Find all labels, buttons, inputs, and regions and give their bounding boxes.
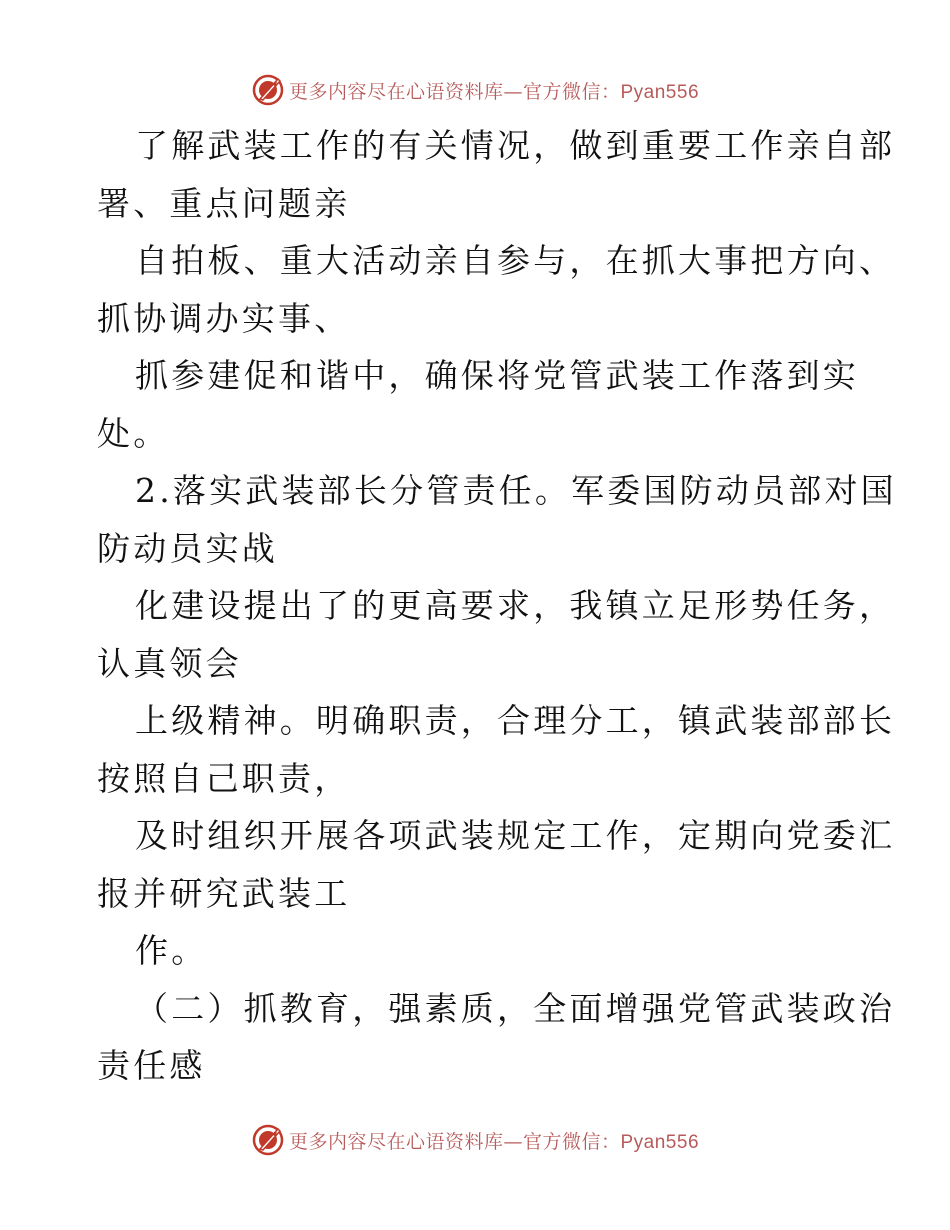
text-line: 抓协调办实事、 [97, 298, 351, 338]
text-line: 处。 [97, 413, 170, 453]
text-line: 化建设提出了的更高要求，我镇立足形势任务， [135, 586, 896, 625]
banner-text: 更多内容尽在心语资料库—官方微信：Pyan556 [288, 1130, 700, 1153]
text-line: （二）抓教育，强素质，全面增强党管武装政治 [135, 988, 896, 1028]
text-line: 抓参建促和谐中，确保将党管武装工作落到实 [135, 356, 859, 395]
text-line: 责任感 [97, 1046, 206, 1085]
text-line: 署、重点问题亲 [97, 183, 351, 223]
text-line: 2.落实武装部长分管责任。军委国防动员部对国 [135, 471, 897, 510]
text-line: 了解武装工作的有关情况，做到重要工作亲自部 [135, 126, 896, 165]
document-body [97, 117, 897, 1095]
quill-pen-logo-icon [251, 1123, 285, 1157]
text-line: 自拍板、重大活动亲自参与，在抓大事把方向、 [135, 241, 896, 280]
banner-account: Pyan556 [620, 81, 700, 103]
text-line: 作。 [135, 931, 208, 970]
banner-account: Pyan556 [620, 1131, 700, 1153]
text-line: 上级精神。明确职责，合理分工，镇武装部部长 [135, 701, 896, 740]
quill-pen-logo-icon [251, 73, 285, 107]
banner-text: 更多内容尽在心语资料库—官方微信：Pyan556 [288, 80, 700, 103]
text-line: 按照自己职责， [97, 758, 351, 798]
text-line: 防动员实战 [97, 528, 278, 568]
footer-banner [0, 1120, 950, 1160]
text-line: 认真领会 [97, 643, 242, 683]
text-line: 及时组织开展各项武装规定工作，定期向党委汇 [135, 816, 896, 855]
header-banner [0, 70, 950, 110]
text-line: 报并研究武装工 [97, 873, 351, 913]
